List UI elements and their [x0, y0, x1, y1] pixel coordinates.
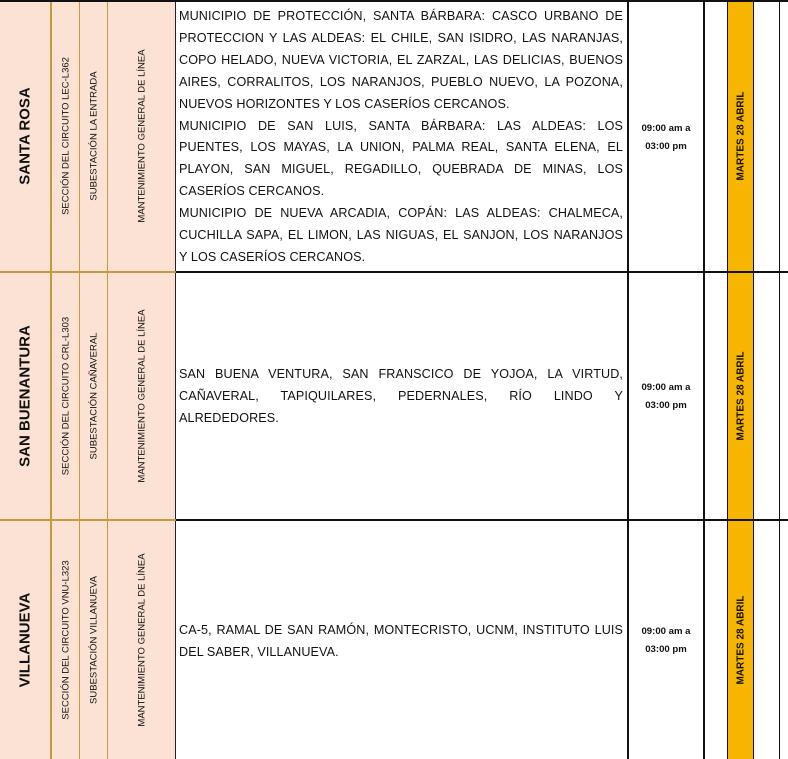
empty-cell: [754, 520, 780, 759]
time-cell: [629, 272, 705, 520]
affected-areas: [179, 364, 623, 430]
empty-cell: [754, 272, 780, 520]
time-start: 09:00 am a: [641, 382, 691, 393]
work-cell: [108, 520, 176, 759]
affected-areas: [179, 620, 623, 664]
table-row: [0, 272, 788, 520]
time-start: 09:00 am a: [641, 123, 691, 134]
empty-cell: [754, 0, 780, 272]
area-paragraph: CA-5, RAMAL DE SAN RAMÓN, MONTECRISTO, UCNM, INSTITUTO LUIS DEL SABER, VILLANUEVA.: [179, 623, 623, 659]
city-name: SAN BUENANTURA: [16, 325, 34, 467]
empty-cell: [780, 272, 788, 520]
substation-cell: [80, 0, 108, 272]
affected-areas: [179, 6, 623, 269]
date-cell: [728, 272, 754, 520]
circuit-section: SECCIÓN DEL CIRCUITO VNU-L323: [60, 559, 71, 720]
work-type: MANTENIMIENTO GENERAL DE LÍNEA: [136, 552, 147, 727]
area-paragraph: MUNICIPIO DE PROTECCIÓN, SANTA BÁRBARA: CASCO URBANO DE PROTECCION Y LAS ALDEAS: EL CHILE, SAN ISIDRO, LAS NARANJAS, COPO HELADO, NUEVA VICTORIA, EL ZARZAL, LAS DELICIAS, BUENOS AIRES, CORRALITOS, LOS NARANJOS, PUEBLO NUEVO, LA POZONA, NUEVOS HORIZONTES Y LOS CASERÍOS CERCANOS.: [179, 9, 623, 111]
substation-cell: [80, 272, 108, 520]
time-end: 03:00 pm: [645, 644, 687, 655]
work-type: MANTENIMIENTO GENERAL DE LÍNEA: [136, 49, 147, 223]
date-cell: [728, 0, 754, 272]
empty-cell: [705, 272, 728, 520]
work-type: MANTENIMIENTO GENERAL DE LÍNEA: [136, 309, 147, 483]
work-cell: [108, 0, 176, 272]
table-row: [0, 0, 788, 272]
area-paragraph: MUNICIPIO DE SAN LUIS, SANTA BÁRBARA: LAS ALDEAS: LOS PUENTES, LOS MAYAS, LA UNION, PALMA REAL, SANTA ELENA, EL PLAYON, SAN MIGUEL, REGADILLO, QUEBRADA DE MINAS, LOS CASERÍOS CERCANOS.: [179, 118, 623, 199]
city-cell: [0, 520, 52, 759]
substation-name: SUBESTACIÓN CAÑAVERAL: [88, 332, 99, 460]
section-cell: [52, 0, 80, 272]
section-cell: [52, 272, 80, 520]
city-name: VILLANUEVA: [16, 592, 34, 687]
row-divider: [0, 0, 788, 2]
city-cell: [0, 0, 52, 272]
section-cell: [52, 520, 80, 759]
outage-date: MARTES 28 ABRIL: [735, 91, 746, 181]
outage-date: MARTES 28 ABRIL: [735, 594, 746, 685]
time-range: [629, 623, 703, 659]
area-paragraph: MUNICIPIO DE NUEVA ARCADIA, COPÁN: LAS ALDEAS: CHALMECA, CUCHILLA SAPA, EL LIMON, LAS NIGUAS, EL SANJON, LOS NARANJOS Y LOS CASERÍOS CERCANOS.: [179, 206, 623, 264]
substation-cell: [80, 520, 108, 759]
time-end: 03:00 pm: [645, 400, 687, 411]
outage-date: MARTES 28 ABRIL: [735, 351, 746, 441]
circuit-section: SECCIÓN DEL CIRCUITO LEC-L362: [60, 57, 71, 215]
areas-cell: [176, 272, 629, 520]
time-start: 09:00 am a: [641, 626, 691, 637]
substation-name: SUBESTACIÓN VILLANUEVA: [88, 575, 99, 704]
circuit-section: SECCIÓN DEL CIRCUITO CRL-L303: [60, 316, 71, 476]
empty-cell: [780, 0, 788, 272]
empty-cell: [780, 520, 788, 759]
row-divider: [0, 271, 176, 273]
time-range: [629, 120, 703, 156]
areas-cell: [176, 520, 629, 759]
time-cell: [629, 0, 705, 272]
time-end: 03:00 pm: [645, 141, 687, 152]
table-row: [0, 520, 788, 759]
time-range: [629, 379, 703, 415]
row-divider: [0, 519, 176, 521]
substation-name: SUBESTACIÓN LA ENTRADA: [88, 71, 99, 201]
city-cell: [0, 272, 52, 520]
time-cell: [629, 520, 705, 759]
city-name: SANTA ROSA: [16, 87, 34, 185]
empty-cell: [705, 520, 728, 759]
empty-cell: [705, 0, 728, 272]
areas-cell: [176, 0, 629, 272]
area-paragraph: SAN BUENA VENTURA, SAN FRANSCICO DE YOJOA, LA VIRTUD, CAÑAVERAL, TAPIQUILARES, PEDERNALES, RÍO LINDO Y ALREDEDORES.: [179, 367, 623, 425]
work-cell: [108, 272, 176, 520]
date-cell: [728, 520, 754, 759]
